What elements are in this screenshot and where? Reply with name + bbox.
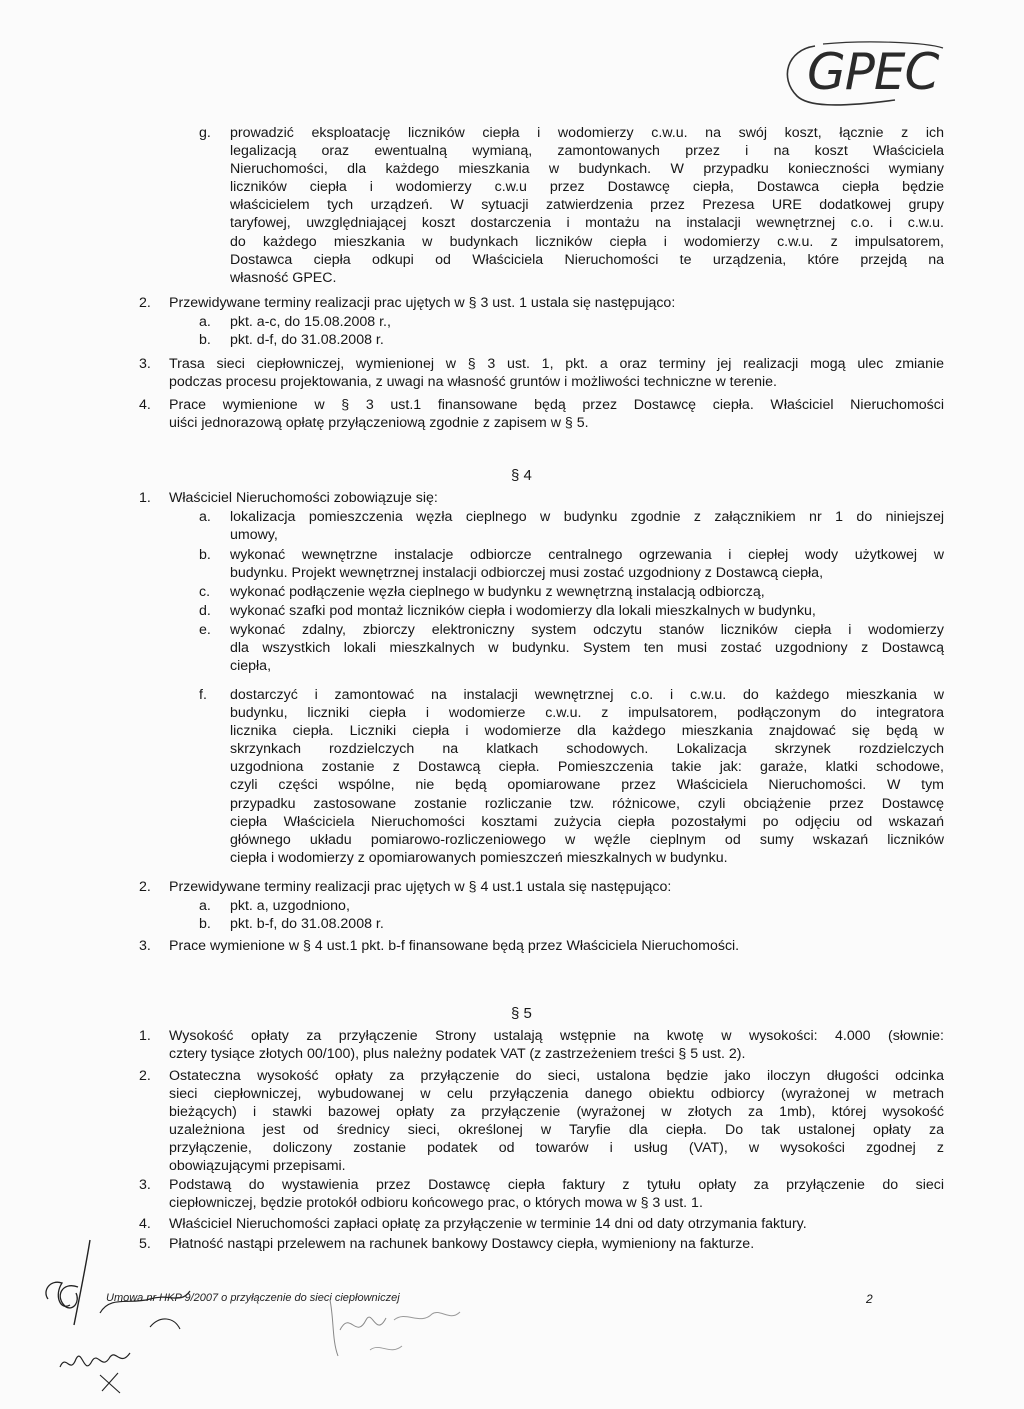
text-line: ciepła, (230, 658, 272, 675)
sub-marker: c. (199, 584, 211, 600)
item-text: Właściciel Nieruchomości zobowiązuje się: (169, 490, 438, 506)
section-4-title: § 4 (511, 467, 532, 484)
sub-text (230, 508, 944, 544)
item-text (169, 355, 944, 391)
text-line: wykonać szafki pod montaż liczników ciepła i wodomierzy dla lokali mieszkalnych w budynku, (230, 603, 816, 619)
text-line: taryfowej, uwzględniającej koszt dostarczenia i montażu na instalacji wewnętrznej c.o. i c.w.u. (230, 215, 944, 232)
item-marker: 5. (139, 1236, 151, 1252)
text-line: sieci ciepłowniczej, wybudowanej w celu przyłączenia danego obiektu odbiorcy (wyrażonej w metrach (169, 1086, 944, 1103)
sub-marker: b. (199, 916, 211, 932)
text-line: obowiązującymi przepisami. (169, 1158, 346, 1175)
item-marker: 3. (139, 1177, 151, 1193)
text-line: Ostateczna wysokość opłaty za przyłączenie do sieci, ustalona będzie jako iloczyn długości odcinka (169, 1068, 944, 1084)
text-line: Podstawą do wystawienia przez Dostawcę ciepła faktury z tytułu opłaty za przyłączenie do sieci (169, 1177, 944, 1193)
sub-text (230, 583, 944, 601)
item-text (169, 1235, 944, 1253)
item-text (169, 1215, 944, 1233)
sub-text (230, 621, 944, 675)
text-line: własność GPEC. (230, 269, 337, 286)
item-marker: 1. (139, 1028, 151, 1044)
text-line: głównego układu pomiarowo-rozliczeniowego w węźle cieplnym od sumy wskazań liczników (230, 831, 944, 848)
text-line: właścicielem tych urządzeń. W sytuacji zatwierdzenia przez Prezesa URE dodatkowej grupy (230, 197, 944, 214)
item-text (169, 1176, 944, 1212)
text-line: czyli części wspólne, nie będą opomiarowane przez Właściciela Nieruchomości. W tym (230, 777, 944, 794)
text-line: Trasa sieci ciepłowniczej, wymienionej w § 3 ust. 1, pkt. a oraz terminy jej realizacji mogą ulec zmianie (169, 356, 944, 372)
text-line: ciepła i wodomierzy z opomiarowanych pomieszczeń mieszkalnych w budynku. (230, 849, 728, 866)
text-line: Nieruchomości, dla każdego mieszkania w budynkach. W przypadku konieczności wymiany (230, 161, 944, 178)
sub-text: pkt. d-f, do 31.08.2008 r. (230, 332, 384, 348)
item-marker: 2. (139, 879, 151, 895)
sub-text (230, 602, 944, 620)
text-line: dla wszystkich lokali mieszkalnych w budynku. System ten musi zostać uzgodniony z Dostawcą (230, 640, 944, 657)
text-line: Płatność nastąpi przelewem na rachunek bankowy Dostawcy ciepła, wymieniony na fakturze. (169, 1236, 755, 1252)
text-line: umowy, (230, 527, 278, 544)
sub-text: pkt. b-f, do 31.08.2008 r. (230, 916, 384, 932)
sub-marker: a. (199, 314, 211, 330)
section-5-title: § 5 (511, 1005, 532, 1022)
handwritten-signature (310, 1290, 470, 1370)
text-line: licznika ciepła. Liczniki ciepła i wodomierze dla każdego mieszkania znajdować się będą w (230, 723, 944, 740)
text-line: Właściciel Nieruchomości zapłaci opłatę za przyłączenie w terminie 14 dni od daty otrzymania faktury. (169, 1216, 807, 1232)
sub-marker: a. (199, 509, 211, 525)
text-line: ciepła Właściciela Nieruchomości kosztami zużycia ciepła pozostałymi po odjęciu od wskazań (230, 813, 944, 830)
item-text (169, 1027, 944, 1063)
text-line: uzależniona jest od średnicy sieci, określonej w Taryfie dla ciepła. Do tak ustalonej opłaty za (169, 1122, 944, 1139)
sub-text (230, 546, 944, 582)
sub-text: pkt. a, uzgodniono, (230, 898, 350, 914)
text-line: wykonać wewnętrzne instalacje odbiorcze centralnego ogrzewania i ciepłej wody użytkowej w (230, 547, 944, 563)
sub-marker: e. (199, 622, 211, 638)
item-marker: 1. (139, 490, 151, 506)
text-line: przypadku zastosowane zostanie rozliczanie tzw. różnicowe, czyli obciążenie przez Dostawcę (230, 795, 944, 812)
text-line: budynku, liczniki ciepła i wodomierze c.w.u. z impulsatorem, podłączonym do integratora (230, 705, 944, 722)
item-marker: g. (199, 125, 211, 141)
item-marker: 3. (139, 938, 151, 954)
item-marker: 2. (139, 295, 151, 311)
text-line: liczników ciepła i wodomierzy c.w.u przez Dostawcę ciepła, Dostawca ciepła będzie (230, 179, 944, 196)
sub-marker: f. (199, 687, 207, 703)
text-line: przyłączenie, doliczony zostanie podatek od towarów i usług (VAT), w wysokości zgodnej z (169, 1140, 944, 1157)
item-text: Przewidywane terminy realizacji prac ujętych w § 4 ust.1 ustala się następująco: (169, 879, 672, 895)
sub-marker: b. (199, 547, 211, 563)
item-text (230, 124, 944, 287)
gpec-logo (775, 38, 945, 113)
text-line: Wysokość opłaty za przyłączenie Strony ustalają wstępnie na kwotę w wysokości: 4.000 (słownie: (169, 1028, 944, 1044)
text-line: lokalizacja pomieszczenia węzła cieplnego w budynku zgodnie z załącznikiem nr 1 do niniejszej (230, 509, 944, 525)
sub-text (230, 686, 944, 867)
item-marker: 3. (139, 356, 151, 372)
footer-text: Umowa nr HKP 9/2007 o przyłączenie do sieci ciepłowniczej (106, 1292, 400, 1304)
logo-text: GPEC (807, 43, 939, 101)
text-line: prowadzić eksploatację liczników ciepła i wodomierzy c.w.u. na swój koszt, łącznie z ich (230, 125, 944, 141)
item-text (169, 396, 944, 432)
sub-text: pkt. a-c, do 15.08.2008 r., (230, 314, 391, 330)
item-marker: 4. (139, 1216, 151, 1232)
sub-marker: d. (199, 603, 211, 619)
text-line: bieżących) i stawki bazowej opłaty za przyłączenie (wyrażonej w złotych za 1mb), której wysokość (169, 1104, 944, 1121)
text-line: do każdego mieszkania w budynkach liczników ciepła i wodomierzy c.w.u. z impulsatorem, (230, 233, 944, 250)
text-line: podczas procesu projektowania, z uwagi na własność gruntów i możliwości techniczne w terenie. (169, 374, 777, 391)
sub-marker: b. (199, 332, 211, 348)
text-line: Prace wymienione w § 3 ust.1 finansowane będą przez Dostawcę ciepła. Właściciel Nieruchomości (169, 397, 944, 413)
item-marker: 2. (139, 1068, 151, 1084)
text-line: wykonać zdalny, zbiorczy elektroniczny system odczytu stanów liczników ciepła i wodomierzy (230, 622, 944, 638)
text-line: wykonać podłączenie węzła cieplnego w budynku z wewnętrzną instalacją odbiorczą, (230, 584, 765, 600)
item-text: Przewidywane terminy realizacji prac ujętych w § 3 ust. 1 ustala się następująco: (169, 295, 676, 311)
text-line: Dostawca ciepła odkupi od Właściciela Nieruchomości te urządzenia, które przejdą na (230, 251, 944, 268)
sub-marker: a. (199, 898, 211, 914)
text-line: uzgodniona zostanie z Dostawcą ciepła. Pomieszczenia takie jak: garaże, klatki schodowe, (230, 759, 944, 776)
item-text: Prace wymienione w § 4 ust.1 pkt. b-f finansowane będą przez Właściciela Nieruchomości. (169, 938, 740, 954)
item-marker: 4. (139, 397, 151, 413)
handwritten-initials-signature (40, 1235, 240, 1395)
item-text (169, 1067, 944, 1176)
text-line: cztery tysiące złotych 00/100), plus należny podatek VAT (z zastrzeżeniem treści § 5 ust. 2). (169, 1046, 746, 1063)
text-line: ciepłowniczej, będzie protokół odbioru końcowego prac, o których mowa w § 3 ust. 1. (169, 1195, 703, 1212)
page-number: 2 (866, 1292, 873, 1306)
text-line: dostarczyć i zamontować na instalacji wewnętrznej c.o. i c.w.u. do każdego mieszkania w (230, 687, 944, 703)
text-line: skrzynkach rozdzielczych na klatkach schodowych. Lokalizacja skrzynek rozdzielczych (230, 741, 944, 758)
text-line: legalizacją oraz ewentualną wymianą, zamontowanych przez i na koszt Właściciela (230, 143, 944, 160)
text-line: uiści jednorazową opłatę przyłączeniową zgodnie z zapisem w § 5. (169, 415, 589, 432)
text-line: budynku. Projekt wewnętrznej instalacji odbiorczej musi zostać uzgodniony z Dostawcą ciepła, (230, 565, 824, 582)
